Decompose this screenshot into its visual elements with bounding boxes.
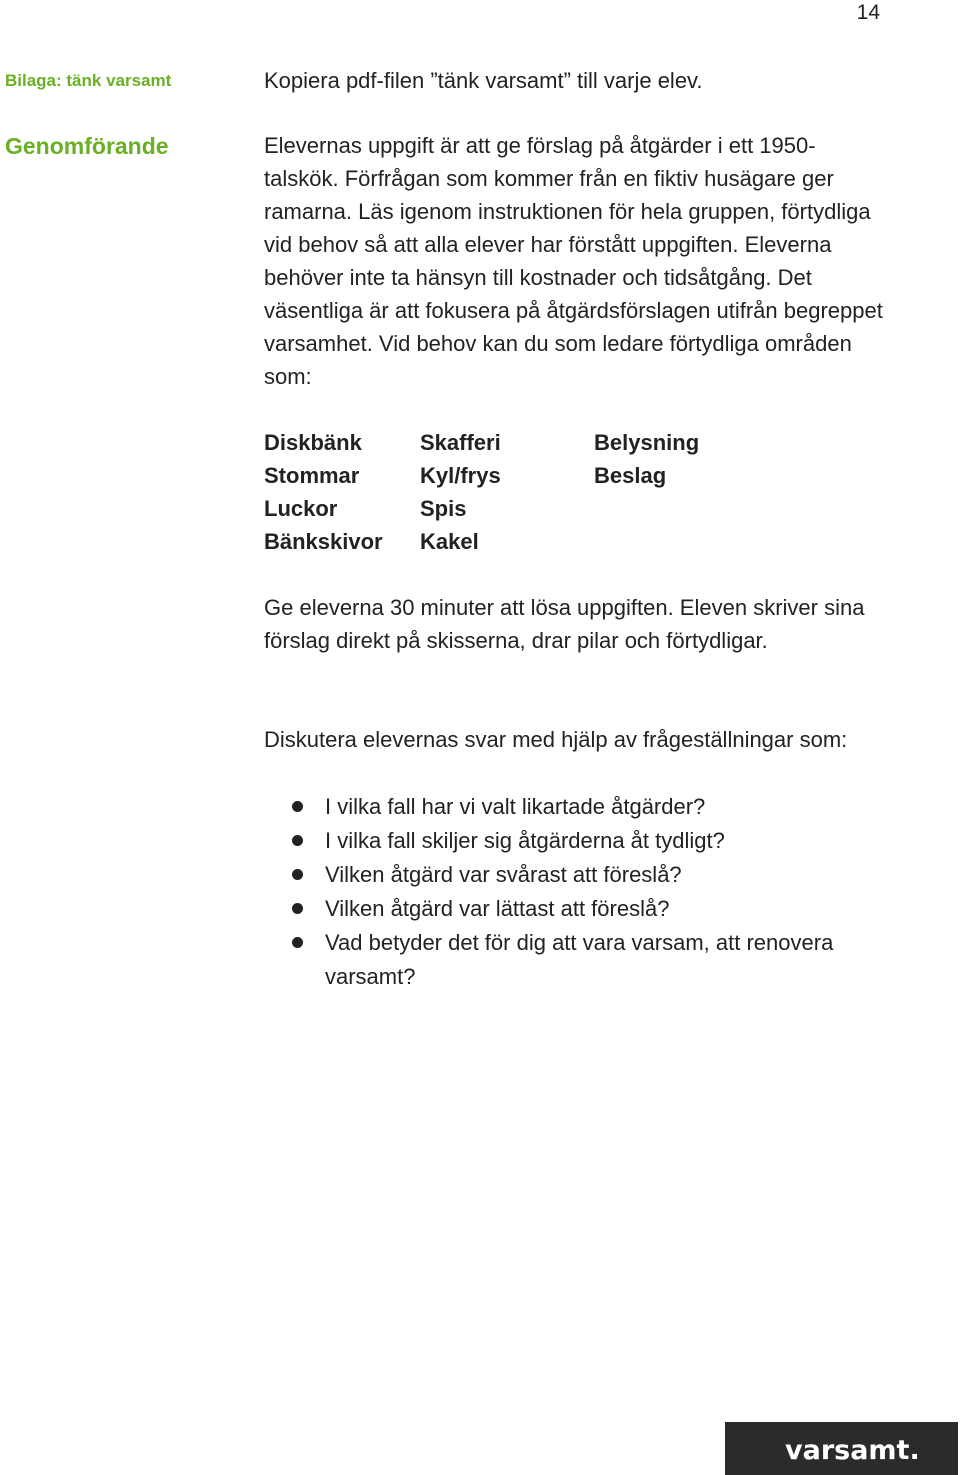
bullet-icon	[292, 835, 303, 846]
sidebar-implementation-heading: Genomförande	[5, 133, 169, 159]
areas-column-2	[420, 426, 501, 558]
areas-column-1	[264, 426, 383, 558]
copy-instruction: Kopiera pdf-filen ”tänk varsamt” till varje elev.	[264, 68, 703, 93]
question-text: Vilken åtgärd var svårast att föreslå?	[325, 862, 682, 887]
area-item: Bänkskivor	[264, 529, 383, 554]
question-item	[264, 926, 884, 994]
area-item: Luckor	[264, 496, 338, 521]
page-number: 14	[856, 1, 880, 24]
area-item: Spis	[420, 496, 467, 521]
area-item: Kakel	[420, 529, 479, 554]
bullet-icon	[292, 869, 303, 880]
task-paragraph: Elevernas uppgift är att ge förslag på åtgärder i ett 1950-talskök. Förfrågan som kommer från en fiktiv husägare ger ramarna. Läs igenom instruktionen för hela gruppen, förtydliga vid behov så att alla elever har förstått uppgiften. Eleverna behöver inte ta hänsyn till kostnader och tidsåtgång. Det väsentliga är att fokusera på åtgärdsförslagen utifrån begreppet varsamhet. Vid behov kan du som ledare förtydliga områden som:	[264, 133, 883, 389]
question-item	[264, 790, 884, 824]
bullet-icon	[292, 903, 303, 914]
varsamt-logo-mark	[725, 1422, 958, 1475]
areas-column-3	[594, 426, 699, 492]
question-item	[264, 892, 884, 926]
discussion-questions	[264, 790, 884, 994]
question-item	[264, 824, 884, 858]
area-item: Stommar	[264, 463, 360, 488]
varsamt-logo	[725, 1422, 958, 1475]
bullet-icon	[292, 801, 303, 812]
area-item: Diskbänk	[264, 430, 362, 455]
area-item: Beslag	[594, 463, 667, 488]
question-text: Vad betyder det för dig att vara varsam, att renovera varsamt?	[325, 930, 834, 989]
area-item: Skafferi	[420, 430, 501, 455]
area-item: Belysning	[594, 430, 700, 455]
sidebar-appendix-label: Bilaga: tänk varsamt	[5, 71, 172, 90]
logo-wordmark: varsamt.	[785, 1435, 920, 1466]
area-item: Kyl/frys	[420, 463, 501, 488]
question-item	[264, 858, 884, 892]
question-text: Vilken åtgärd var lättast att föreslå?	[325, 896, 670, 921]
bullet-icon	[292, 937, 303, 948]
discussion-intro: Diskutera elevernas svar med hjälp av frågeställningar som:	[264, 727, 848, 752]
time-paragraph: Ge eleverna 30 minuter att lösa uppgiften. Eleven skriver sina förslag direkt på skisserna, drar pilar och förtydligar.	[264, 595, 865, 653]
question-text: I vilka fall har vi valt likartade åtgärder?	[325, 794, 706, 819]
question-text: I vilka fall skiljer sig åtgärderna åt tydligt?	[325, 828, 725, 853]
